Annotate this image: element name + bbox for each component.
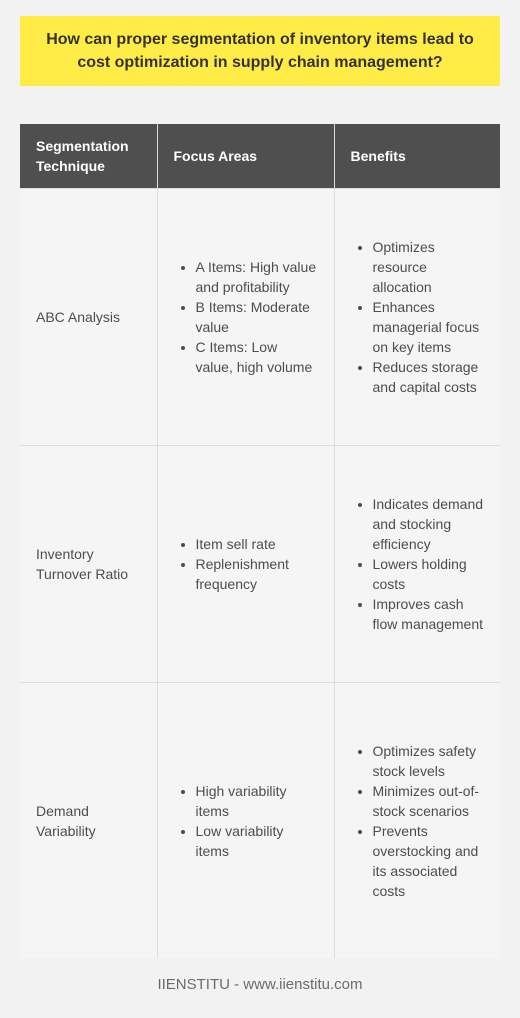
- list-item: • Prevents overstocking and its associated costs: [373, 821, 485, 901]
- technique-cell: Demand Variability: [20, 683, 157, 959]
- table-row: [20, 683, 500, 959]
- list-item: • Enhances managerial focus on key items: [373, 297, 485, 357]
- list-item: • C Items: Low value, high volume: [196, 337, 318, 377]
- list-item: • Reduces storage and capital costs: [373, 357, 485, 397]
- footer-credit: IIENSTITU - www.iienstitu.com: [157, 976, 363, 993]
- header-segmentation-technique: Segmentation Technique: [20, 124, 157, 189]
- header-focus-areas: Focus Areas: [157, 124, 334, 189]
- list-item: • Replenishment frequency: [196, 554, 318, 594]
- benefits-cell: [334, 683, 500, 959]
- table-row: [20, 189, 500, 446]
- list-item: • Lowers holding costs: [373, 554, 485, 594]
- focus-list: [174, 534, 318, 594]
- technique-cell: ABC Analysis: [20, 189, 157, 446]
- focus-list: [174, 257, 318, 377]
- segmentation-table: [20, 124, 500, 958]
- list-item: • High variability items: [196, 781, 318, 821]
- list-item: • Optimizes resource allocation: [373, 237, 485, 297]
- benefits-list: [351, 237, 485, 397]
- benefits-cell: [334, 446, 500, 683]
- list-item: • Minimizes out-of-stock scenarios: [373, 781, 485, 821]
- list-item: • A Items: High value and profitability: [196, 257, 318, 297]
- benefits-list: [351, 494, 485, 634]
- focus-cell: [157, 446, 334, 683]
- technique-cell: Inventory Turnover Ratio: [20, 446, 157, 683]
- list-item: • Improves cash flow management: [373, 594, 485, 634]
- list-item: • Indicates demand and stocking efficiency: [373, 494, 485, 554]
- list-item: • Low variability items: [196, 821, 318, 861]
- table-row: [20, 446, 500, 683]
- question-title: How can proper segmentation of inventory items lead to cost optimization in supply chain management?: [20, 16, 500, 86]
- benefits-cell: [334, 189, 500, 446]
- table-header-row: [20, 124, 500, 189]
- list-item: • B Items: Moderate value: [196, 297, 318, 337]
- focus-cell: [157, 189, 334, 446]
- list-item: • Item sell rate: [196, 534, 318, 554]
- focus-cell: [157, 683, 334, 959]
- focus-list: [174, 781, 318, 861]
- list-item: • Optimizes safety stock levels: [373, 741, 485, 781]
- header-benefits: Benefits: [334, 124, 500, 189]
- benefits-list: [351, 741, 485, 901]
